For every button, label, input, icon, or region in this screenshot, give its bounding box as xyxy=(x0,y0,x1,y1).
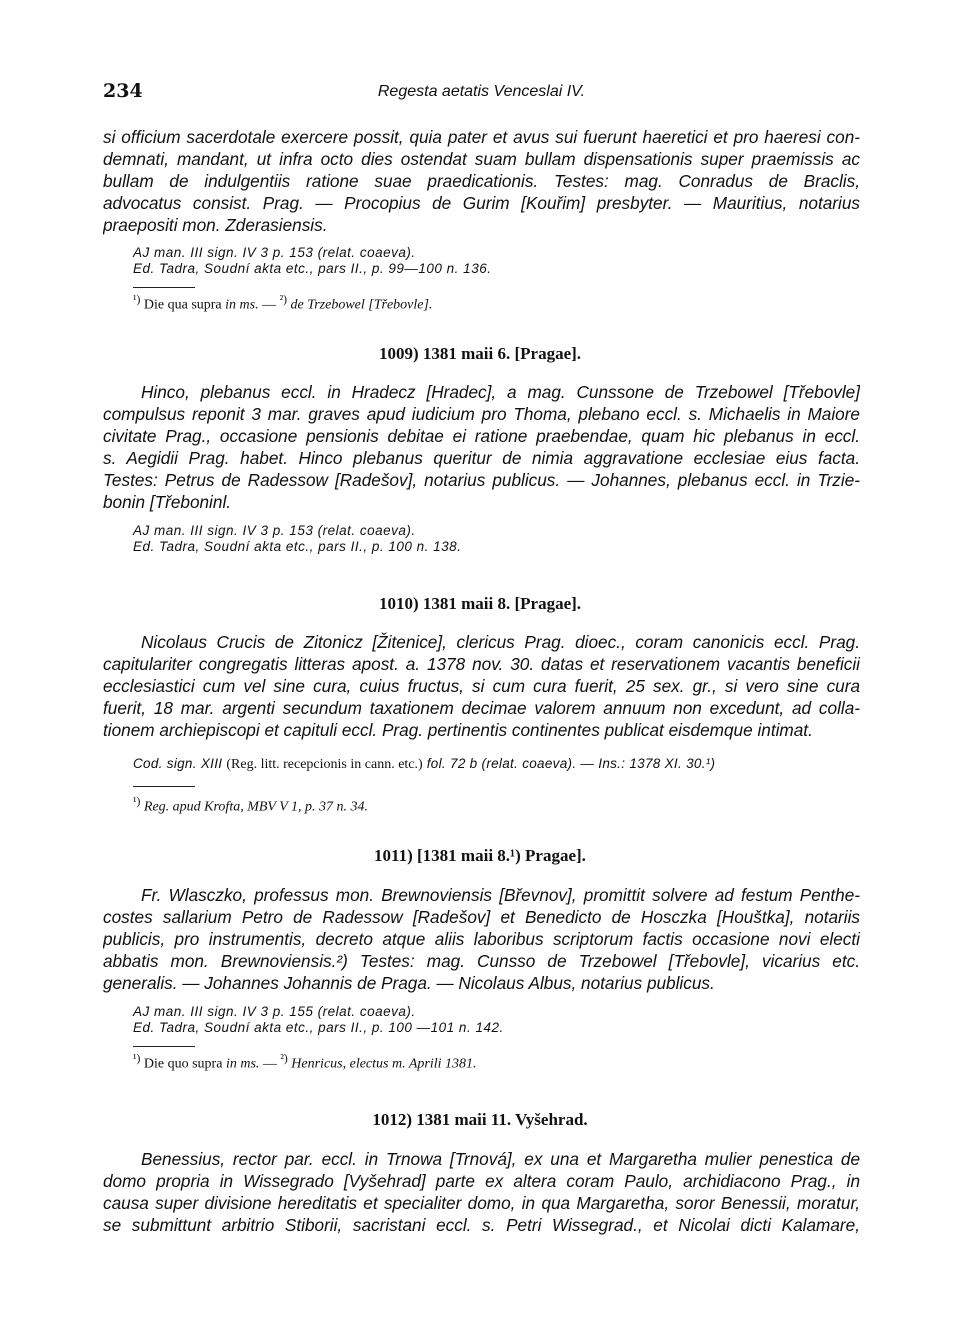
footnote-rule xyxy=(133,287,195,288)
text-line: Benessius, rector par. eccl. in Trnowa [Trnová], ex una et Margaretha mulier penestica de xyxy=(141,1149,860,1169)
footnote-rule xyxy=(133,1046,195,1047)
text-line: generalis. — Johannes Johannis de Praga. — Nicolaus Albus, notarius publicus. xyxy=(103,973,715,993)
entry-heading-1012: 1012) 1381 maii 11. Vyšehrad. xyxy=(372,1110,588,1129)
archive-reference: AJ man. III sign. IV 3 p. 155 (relat. coaeva). xyxy=(133,1004,416,1019)
footnote-rule xyxy=(133,786,195,787)
text-line: demnati, mandant, ut infra octo dies ostendat suam bullam dispensationis super praemissis ac xyxy=(103,149,860,169)
entry-text-1009 xyxy=(103,381,860,513)
page-number: 234 xyxy=(103,80,143,102)
entry-text-1011 xyxy=(103,884,860,994)
archive-reference: AJ man. III sign. IV 3 p. 153 (relat. coaeva). xyxy=(133,245,416,260)
codex-reference: Cod. sign. XIII (Reg. litt. recepcionis in cann. etc.) fol. 72 b (relat. coaeva). — Ins.: 1378 XI. 30.¹) xyxy=(133,756,716,772)
footnote: $^{^1)}$ Die qua supra in ms. — $^{^2)}$ de Trzebowel [Třebovle]. xyxy=(133,293,433,313)
text-line: civitate Prag., occasione pensionis debitae ei ratione praebendae, quam hic plebanus in eccl. xyxy=(103,426,860,446)
text-line: Fr. Wlasczko, professus mon. Brewnoviensis [Břevnov], promittit solvere ad festum Penthe- xyxy=(141,885,860,905)
text-line: Nicolaus Crucis de Zitonicz [Žitenice], clericus Prag. dioec., coram canonicis eccl. Prag. xyxy=(141,632,860,652)
text-line: bonin [Třeboninl. xyxy=(103,492,232,512)
text-line: costes sallarium Petro de Radessow [Radešov] et Benedicto de Hosczka [Houštka], notariis xyxy=(103,907,860,927)
text-line: Hinco, plebanus eccl. in Hradecz [Hradec], a mag. Cunssone de Trzebowel [Třebovle] xyxy=(141,382,860,402)
running-title: Regesta aetatis Venceslai IV. xyxy=(377,83,586,100)
footnote: $^{^1)}$ Die quo supra in ms. — $^{^2)}$ Henricus, electus m. Aprili 1381. xyxy=(133,1052,477,1072)
text-line: fuerit, 18 mar. argenti secundum taxationem decimae valorem annuum non excedunt, ad colla- xyxy=(103,698,860,718)
text-line: advocatus consist. Prag. — Procopius de Gurim [Kouřim] presbyter. — Mauritius, notarius xyxy=(103,193,860,213)
text-line: se submittunt arbitrio Stiborii, sacristani eccl. s. Petri Wissegrad., et Nicolai dicti Kalamare, xyxy=(103,1215,860,1235)
entry-text-1010 xyxy=(103,631,860,741)
text-line: praepositi mon. Zderasiensis. xyxy=(103,215,328,235)
text-line: ecclesiastici cum vel sine cura, cuius fructus, si cum cura fuerit, 25 sex. gr., si vero sine cura xyxy=(103,676,860,696)
page-header xyxy=(103,80,860,106)
edition-reference: Ed. Tadra, Soudní akta etc., pars II., p. 100 n. 138. xyxy=(133,539,462,554)
text-line: publicis, pro instrumentis, decreto atque aliis laboribus scriptorum factis occasione novi electi xyxy=(103,929,860,949)
archive-reference: AJ man. III sign. IV 3 p. 153 (relat. coaeva). xyxy=(133,523,416,538)
entry-heading-1011: 1011) [1381 maii 8.¹) Pragae]. xyxy=(374,846,586,865)
source-citation xyxy=(133,245,491,277)
entry-heading-1009: 1009) 1381 maii 6. [Pragae]. xyxy=(378,344,582,363)
text-line: bullam de indulgentiis ratione suae praedicationis. Testes: mag. Conradus de Braclis, xyxy=(103,171,860,191)
text-line: domo propria in Wissegrado [Vyšehrad] parte ex altera coram Paulo, archidiacono Prag., in xyxy=(103,1171,860,1191)
text-line: si officium sacerdotale exercere possit, quia pater et avus sui fuerunt haeretici et pro haeresi con- xyxy=(103,127,860,147)
text-line: compulsus reponit 3 mar. graves apud iudicium pro Thoma, plebano eccl. s. Michaelis in Maiore xyxy=(103,404,860,424)
text-line: capitulariter congregatis litteras apost. a. 1378 nov. 30. datas et reservationem vacantis beneficii xyxy=(103,654,860,674)
edition-reference: Ed. Tadra, Soudní akta etc., pars II., p. 100 —101 n. 142. xyxy=(133,1020,504,1035)
text-line: abbatis mon. Brewnoviensis.²) Testes: mag. Cunsso de Trzebowel [Třebovle], vicarius etc. xyxy=(103,951,860,971)
text-line: s. Aegidii Prag. habet. Hinco plebanus queritur de nimia aggravatione ecclesiae eius facta. xyxy=(103,448,860,468)
text-line: tionem archiepiscopi et capituli eccl. Prag. pertinentis continentes publicat eisdemque intimat. xyxy=(103,720,813,740)
entry-heading-1010: 1010) 1381 maii 8. [Pragae]. xyxy=(378,594,582,613)
text-line: Testes: Petrus de Radessow [Radešov], notarius publicus. — Johannes, plebanus eccl. in Trzie- xyxy=(103,470,860,490)
source-citation xyxy=(133,523,461,555)
edition-reference: Ed. Tadra, Soudní akta etc., pars II., p. 99—100 n. 136. xyxy=(133,261,492,276)
source-citation xyxy=(133,1004,504,1036)
source-citation xyxy=(133,756,715,773)
entry-text-1012 xyxy=(103,1148,860,1236)
continuation-paragraph xyxy=(103,126,860,236)
footnote: $^{^1)}$ Reg. apud Krofta, MBV V 1, p. 37 n. 34. xyxy=(133,795,369,815)
text-line: causa super divisione hereditatis et specialiter domo, in qua Margaretha, soror Benessii, moratur, xyxy=(103,1193,860,1213)
